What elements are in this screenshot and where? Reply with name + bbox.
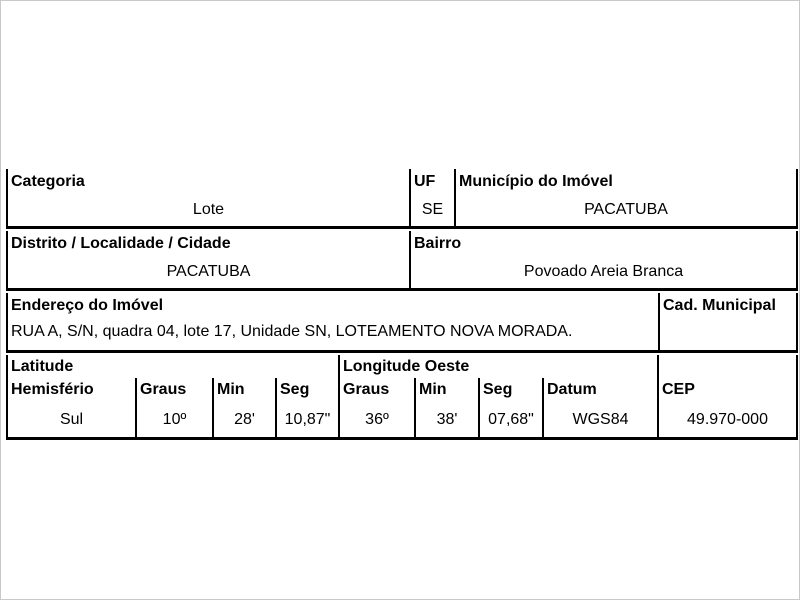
field-lat-graus-label: Graus [135,378,212,404]
field-cep-label: CEP [657,378,796,404]
field-cad-municipal [658,293,796,350]
field-lat-seg-value: 10,87" [275,404,338,437]
field-cad-municipal-label: Cad. Municipal [663,297,776,314]
field-distrito [8,231,409,288]
field-bairro [409,231,796,288]
field-lon-seg-label: Seg [478,378,542,404]
field-uf-label: UF [414,173,436,190]
field-hemisferio-label: Hemisfério [11,381,94,398]
section-distrito-bairro [6,231,798,291]
field-endereco [8,293,658,350]
field-hemisferio-value: Sul [59,411,84,428]
latitude-group-label: Latitude [11,358,74,375]
field-uf [409,169,454,226]
field-lat-min-value: 28' [212,404,275,437]
section-endereco [6,293,798,353]
field-bairro-label: Bairro [414,235,462,252]
property-record-form [6,169,798,440]
section-categoria-uf-municipio [6,169,798,229]
field-lon-seg-value: 07,68" [478,404,542,437]
field-lon-min-label: Min [414,378,478,404]
field-distrito-label: Distrito / Localidade / Cidade [11,235,231,252]
field-lat-seg-label: Seg [275,378,338,404]
field-categoria [8,169,409,226]
field-endereco-value: RUA A, S/N, quadra 04, lote 17, Unidade SN, LOTEAMENTO NOVA MORADA. [11,323,573,340]
field-categoria-label: Categoria [11,173,85,190]
field-cad-municipal-value [660,315,796,324]
field-categoria-value: Lote [192,201,225,218]
field-municipio-label: Município do Imóvel [459,173,613,190]
field-lat-graus-value: 10º [135,404,212,437]
field-uf-value: SE [421,201,444,218]
field-lon-graus-label: Graus [338,378,414,404]
section-coordinates [6,355,798,440]
field-datum-label: Datum [542,378,657,404]
field-lon-graus-value: 36º [338,404,414,437]
field-bairro-value: Povoado Areia Branca [523,263,684,280]
cep-top-spacer [657,355,796,378]
field-lat-min-label: Min [212,378,275,404]
field-lon-min-value: 38' [414,404,478,437]
field-datum-value: WGS84 [542,404,657,437]
field-municipio [454,169,796,226]
field-endereco-label: Endereço do Imóvel [11,297,164,314]
field-distrito-value: PACATUBA [166,263,251,280]
field-cep-value: 49.970-000 [657,404,796,437]
field-municipio-value: PACATUBA [584,201,668,218]
longitude-group-label: Longitude Oeste [338,355,657,378]
